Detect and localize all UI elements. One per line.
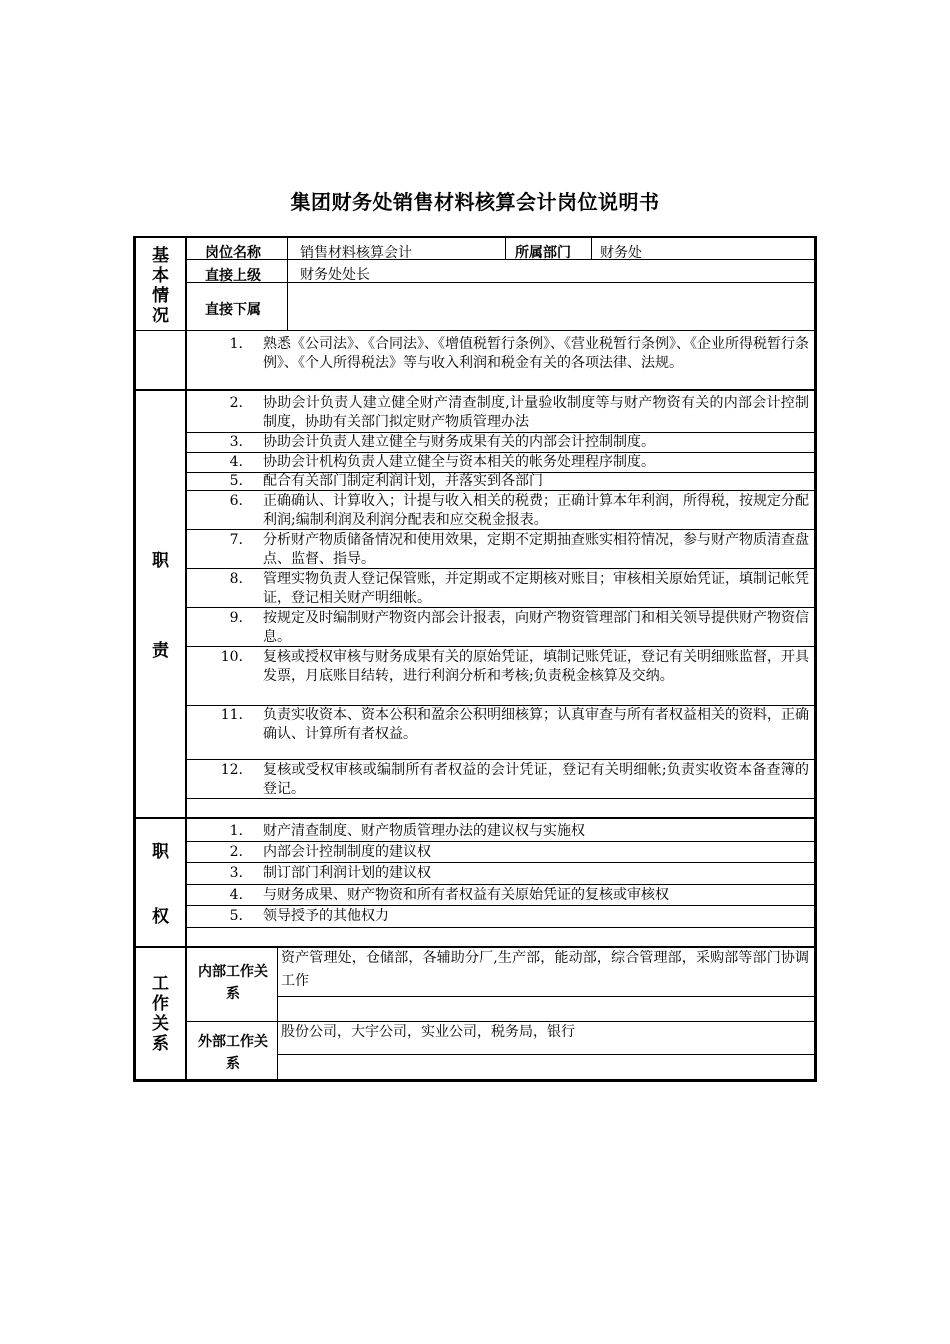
duty-text: 熟悉《公司法》、《合同法》、《增值税暂行条例》、《营业税暂行条例》、《企业所得税暂行条例》、《个人所得税法》等与收入利润和税金有关的各项法律、法规。 [263,336,809,371]
page-title: 集团财务处销售材料核算会计岗位说明书 [290,190,660,214]
power-number: 5. [229,908,243,924]
col-line [287,238,288,330]
relation-row-line [277,996,814,997]
duty-number: 4. [229,454,243,470]
duty-number: 6. [229,493,243,509]
duty-number: 8. [229,571,243,587]
section-work-text: 工作关系 [152,974,169,1054]
table-border-top [133,236,817,238]
section-basic-text: 基本情况 [152,246,169,326]
duty-number: 7. [229,532,243,548]
power-text: 财产清查制度、财产物质管理办法的建议权与实施权 [263,823,585,839]
duty-text: 复核或授权审核与财务成果有关的原始凭证，填制记账凭证，登记有关明细账监督，开具发票，月底账目结转，进行利润分析和考核;负责税金核算及交纳。 [263,649,809,684]
external-relation-label [193,1031,273,1075]
duty-text: 配合有关部门制定利润计划，并落实到各部门 [263,473,543,489]
direct-superior-label: 直接上级 [205,268,261,284]
duty-number: 10. [220,649,243,665]
duty-number: 9. [229,610,243,626]
internal-relation-text: 资产管理处，仓储部，各辅助分厂,生产部，能动部，综合管理部，采购部等部门协调工作 [281,950,809,989]
duty-number: 12. [220,762,243,778]
duty-text: 正确确认、计算收入；计提与收入相关的税费；正确计算本年利润，所得税，按规定分配利润;编制利润及利润分配表和应交税金报表。 [263,493,809,528]
duty-number: 5. [229,473,243,489]
department-value: 财务处 [600,245,642,261]
section-duty-char-1: 职 [152,551,169,571]
power-text: 与财务成果、财产物资和所有者权益有关原始凭证的复核或审核权 [263,887,669,903]
duty-number: 11. [220,707,243,723]
col-line [505,238,506,259]
external-relation-label-text: 外部工作关系 [198,1034,268,1072]
section-duty-char-2: 责 [152,641,169,661]
power-row-line [187,841,814,842]
internal-relation-label-text: 内部工作关系 [198,964,268,1002]
duty-text: 分析财产物质储备情况和使用效果，定期不定期抽查账实相符情况，参与财产物质清查盘点、监督、指导。 [263,532,809,567]
department-label: 所属部门 [515,245,571,261]
duty-number: 3. [229,434,243,450]
duty-text: 协助会计负责人建立健全财产清查制度,计量验收制度等与财产物资有关的内部会计控制制度，协助有关部门拟定财产物质管理办法 [263,395,809,430]
power-number: 4. [229,887,243,903]
section-basic-label [136,246,185,326]
power-row-line [187,884,814,885]
power-number: 2. [229,844,243,860]
section-power-char-1: 职 [152,842,169,862]
relation-row-line [277,1054,814,1055]
row-line [187,259,814,260]
external-relation-text: 股份公司，大宇公司，实业公司，税务局，银行 [281,1024,575,1040]
duty-text: 协助会计负责人建立健全与财务成果有关的内部会计控制制度。 [263,434,655,450]
duty-row-line [187,759,814,760]
section-work-label [136,974,185,1054]
section-power-char-2: 权 [152,907,169,927]
duty-text: 负责实收资本、资本公积和盈余公积明细核算；认真审查与所有者权益相关的资料，正确确认、计算所有者权益。 [263,707,809,742]
power-text: 内部会计控制制度的建议权 [263,844,431,860]
duty-text: 按规定及时编制财产物资内部会计报表，向财产物资管理部门和相关领导提供财产物资信息。 [263,610,809,645]
power-row-line [187,862,814,863]
col-line [591,238,592,259]
position-name-value: 销售材料核算会计 [300,245,412,261]
direct-superior-value: 财务处处长 [300,267,370,283]
direct-subordinate-label: 直接下属 [205,302,261,318]
section-separator [136,330,814,331]
power-number: 1. [229,823,243,839]
power-text: 制订部门利润计划的建议权 [263,865,431,881]
power-text: 领导授予的其他权力 [263,908,389,924]
duty-text: 复核或受权审核或编制所有者权益的会计凭证，登记有关明细帐;负责实收资本备查簿的登记。 [263,762,809,797]
power-row-line [187,927,814,928]
table-border-right [814,236,817,1082]
internal-relation-label [193,961,273,1005]
position-name-label: 岗位名称 [205,245,261,261]
duty-text: 协助会计机构负责人建立健全与资本相关的帐务处理程序制度。 [263,454,655,470]
job-description-table [133,236,817,1082]
power-number: 3. [229,865,243,881]
power-row-line [187,905,814,906]
duty-number: 2. [229,395,243,411]
relation-col-line [277,948,278,1079]
duty-number: 1. [229,336,243,352]
table-border-bottom [133,1079,817,1082]
section-separator [136,817,814,819]
duty-text: 管理实物负责人登记保管账，并定期或不定期核对账目；审核相关原始凭证，填制记帐凭证，登记相关财产明细帐。 [263,571,809,606]
row-line [187,282,814,283]
section-separator [136,389,814,391]
